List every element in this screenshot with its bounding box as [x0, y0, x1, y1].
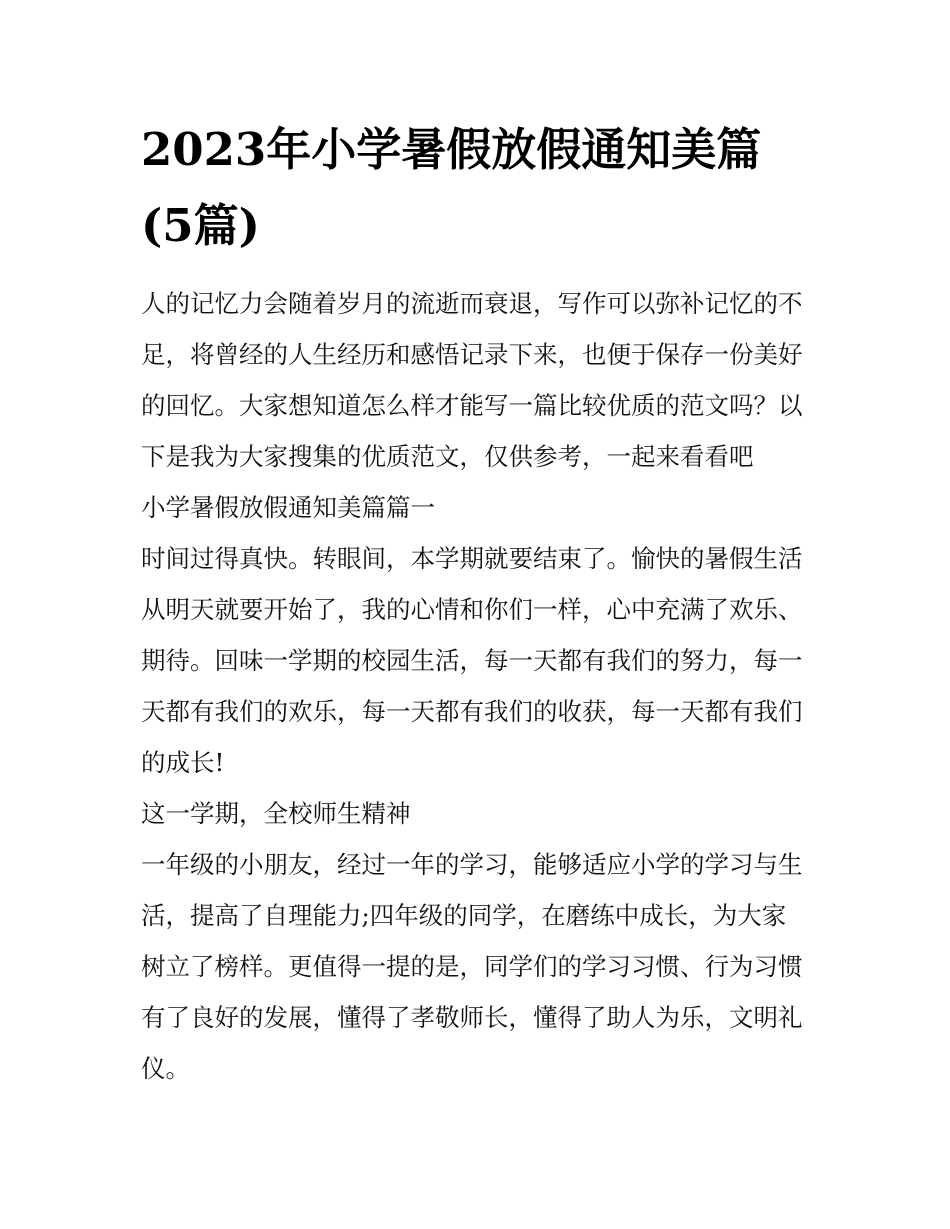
paragraph-line: 一年级的小朋友，经过一年的学习，能够适应小学的学习与生 — [141, 850, 803, 879]
paragraph-line: 仪。 — [141, 1054, 190, 1083]
paragraph-line: 期待。回味一学期的校园生活，每一天都有我们的努力，每一 — [141, 646, 803, 675]
paragraph-line: 时间过得真快。转眼间，本学期就要结束了。愉快的暑假生活 — [141, 544, 803, 573]
intro-line: 的回忆。大家想知道怎么样才能写一篇比较优质的范文吗？以 — [141, 391, 803, 420]
intro-line: 下是我为大家搜集的优质范文，仅供参考，一起来看看吧 — [141, 442, 754, 471]
paragraph-line: 天都有我们的欢乐，每一天都有我们的收获，每一天都有我们 — [141, 697, 803, 726]
paragraph-line: 有了良好的发展，懂得了孝敬师长，懂得了助人为乐，文明礼 — [141, 1003, 803, 1032]
paragraph-line: 活，提高了自理能力;四年级的同学，在磨练中成长，为大家 — [141, 901, 787, 930]
section-heading: 小学暑假放假通知美篇篇一 — [141, 493, 435, 522]
document-body — [141, 278, 816, 1094]
title-line: 2023年小学暑假放假通知美篇 — [141, 123, 762, 176]
paragraph-line: 树立了榜样。更值得一提的是，同学们的学习习惯、行为习惯 — [141, 952, 803, 981]
intro-line: 足，将曾经的人生经历和感悟记录下来，也便于保存一份美好 — [141, 340, 803, 369]
paragraph-line: 的成长! — [141, 748, 225, 777]
intro-line: 人的记忆力会随着岁月的流逝而衰退，写作可以弥补记忆的不 — [141, 289, 803, 318]
title-line: (5篇) — [141, 199, 260, 252]
paragraph-line: 从明天就要开始了，我的心情和你们一样，心中充满了欢乐、 — [141, 595, 803, 624]
document-title — [141, 112, 816, 264]
document-page — [141, 112, 816, 1094]
paragraph-line: 这一学期，全校师生精神 — [141, 799, 411, 828]
